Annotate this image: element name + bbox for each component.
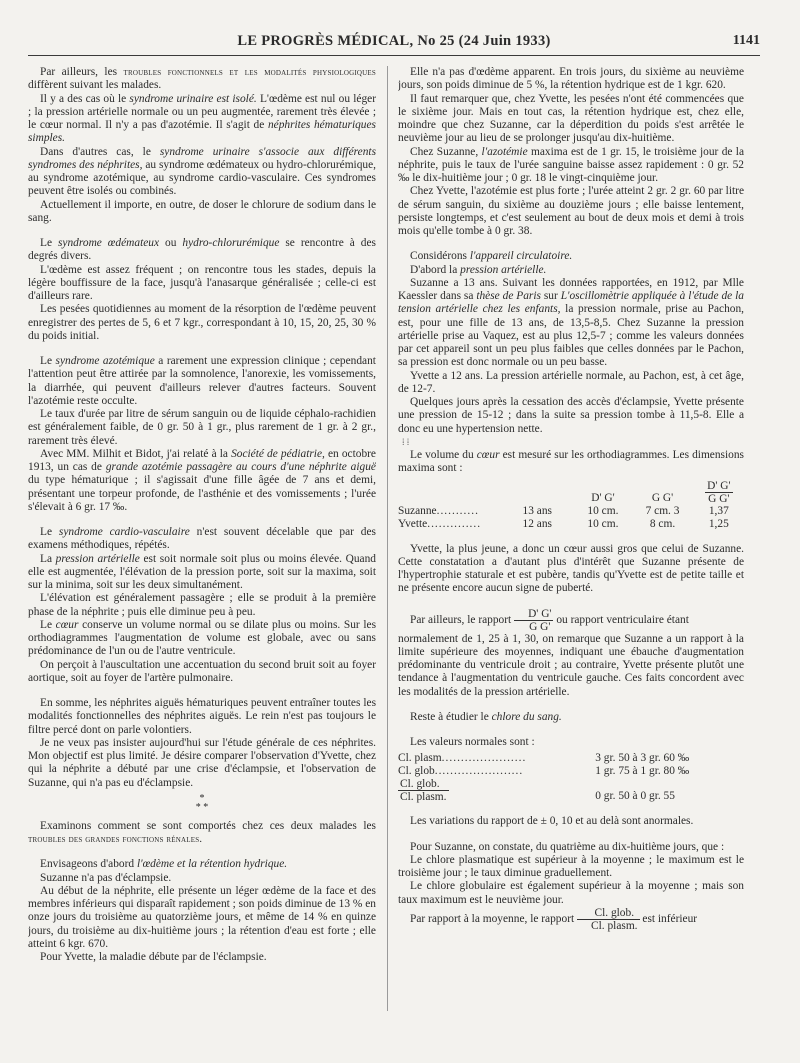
paragraph: Yvette, la plus jeune, a donc un cœur aussi gros que celui de Suzanne. Cette constatation a d'autant plus d'intérêt que Suzanne présente de l'hypertrophie staturale et est pubère, tandis qu'Yvette est de petite taille et ne présente encore aucun signe de puberté.	[398, 542, 744, 595]
paragraph: L'œdème est assez fréquent ; on rencontre tous les stades, depuis la légère bouffissure de la face, jusqu'à l'anasarque généralisée ; celle-ci est d'ailleurs rare.	[28, 263, 376, 302]
left-column	[28, 66, 376, 1051]
paragraph: Envisageons d'abord l'œdème et la rétention hydrique.	[40, 858, 288, 871]
ventricular-ratio-fraction: $\frac{D' G'}{\text{G G'}}$	[514, 608, 553, 633]
paragraph: Pour Yvette, la maladie débute par de l'éclampsie.	[40, 951, 267, 963]
heart-dimensions-table	[398, 480, 744, 531]
table-row: Cl. plasm...................... 3 gr. 50 à 3 gr. 60 ‰	[398, 752, 690, 765]
section-separator: * * *	[195, 792, 209, 813]
paragraph: Les pesées quotidiennes au moment de la résorption de l'œdème peuvent enregistrer des pertes de 5, 6 et 7 kgr., correspondant à 10, 15, 20, 25, 30 % du poids initial.	[28, 303, 376, 342]
paragraph: Le syndrome cardio-vasculaire n'est souvent décelable que par des examens méthodiques, répétés.	[28, 526, 376, 552]
paragraph: Je ne veux pas insister aujourd'hui sur l'étude générale de ces néphrites. Mon objectif est plus limité. Je désire comparer l'observation d'Yvette, chez qui la néphrite a débuté par une crise d'éclampsie, et l'observation de Suzanne, qui n'a pas eu d'éclampsie.	[28, 736, 376, 789]
paragraph: Actuellement il importe, en outre, de doser le chlorure de sodium dans le sang.	[28, 198, 376, 224]
chlore-values-table	[398, 752, 744, 803]
paragraph: Les valeurs normales sont :	[410, 736, 535, 748]
column-header: G G'	[651, 491, 674, 504]
paragraph: On perçoit à l'auscultation une accentuation du second bruit soit au foyer aortique, soit au foyer de l'artère pulmonaire.	[28, 658, 376, 684]
paragraph: Par rapport à la moyenne, le rapport $\frac{\text{Cl. glob.}}{\text{Cl. plasm.}}$ est inférieur	[410, 906, 698, 932]
paragraph: Avec MM. Milhit et Bidot, j'ai relaté à la Société de pédiatrie, en octobre 1913, un cas de grande azotémie passagère au cours d'une néphrite aiguë du type hématurique ; il s'agissait d'une fille âgée de 7 ans et demi, présentant une torpeur profonde, de l'asthénie et des vomissements ; l'urée s'élevait à 6 gr. 17 ‰.	[28, 447, 376, 513]
paragraph: Chez Yvette, l'azotémie est plus forte ; l'urée atteint 2 gr. 2 gr. 60 par litre de sérum sanguin, du sixième au douzième jours ; elle baisse lentement, persiste longtemps, et c'est seulement au bout de deux mois et demi à trois mois qu'elle tombe à 0 gr. 38.	[398, 185, 744, 237]
page-number: 1141	[732, 33, 760, 48]
column-header: $\frac{D' G'}{\text{G G'}}$	[707, 479, 731, 505]
table-row: Yvette.............. 12 ans 10 cm. 8 cm. 1,25	[398, 517, 729, 530]
paragraph: La pression artérielle est soit normale soit plus ou moins élevée. Quand elle est augmentée, l'élévation de la pression porte, soit sur la maxima, soit sur la minima, soit sur les deux simultanément.	[28, 552, 376, 591]
paragraph: Par ailleurs, les troubles fonctionnels et les modalités physiologiques diffèrent suivant les malades.	[28, 66, 376, 92]
paragraph: Elle n'a pas d'œdème apparent. En trois jours, du sixième au neuvième jours, son poids diminue de 5 %, la rétention hydrique est de 1 kgr. 620.	[398, 66, 744, 92]
paragraph: D'abord la pression artérielle.	[410, 263, 547, 276]
right-column	[398, 66, 744, 1051]
table-row: Cl. glob....................... 1 gr. 75 à 1 gr. 80 ‰	[398, 765, 690, 778]
journal-title: LE PROGRÈS MÉDICAL, No 25 (24 Juin 1933)	[237, 33, 551, 49]
column-header: D' G'	[591, 491, 615, 504]
paragraph: Le syndrome azotémique a rarement une expression clinique ; cependant l'attention peut être attirée par la somnolence, l'anorexie, les vomissements, la diarrhée, qui peuvent d'ailleurs relever d'autres facteurs. Souvent l'azotémie reste occulte.	[28, 355, 376, 407]
column-divider	[387, 66, 388, 1011]
paragraph: Suzanne a 13 ans. Suivant les données rapportées, en 1912, par Mlle Kaessler dans sa thèse de Paris sur L'oscillomètrie appliquée à l'étude de la tension artérielle chez les enfants, la pression normale, prise au Pachon, est, pour une fille de 13 ans, de 13,5-8,5. Chez Suzanne la pression artérielle prise au Vaquez, est au plus 12,5-7 ; comme les valeurs données par cet appareil sont un peu plus faibles que celles données par le Pachon, sa pression est donc normale ou un peu basse.	[398, 276, 744, 369]
paragraph: L'élévation est généralement passagère ; elle se produit à la première phase de la néphrite ; puis elle diminue peu à peu.	[28, 592, 376, 618]
paragraph: normalement de 1, 25 à 1, 30, on remarque que Suzanne a un rapport à la limite supérieure des moyennes, indiquant une ébauche d'augmentation prédominante du ventricule droit ; au contraire, Yvette présente plutôt une tendance à l'augmentation du ventricule gauche. Ces faits concordent avec les modalités de la pression artérielle.	[398, 632, 744, 698]
paragraph: Le taux d'urée par litre de sérum sanguin ou de liquide céphalo-rachidien est généralement faible, de 0 gr. 50 à 1 gr., plus rarement de 1 gr. à 2 gr., rarement très élevé.	[28, 408, 376, 447]
paragraph: Les variations du rapport de ± 0, 10 et au delà sont anormales.	[410, 815, 694, 828]
paragraph: Considérons l'appareil circulatoire.	[410, 250, 573, 263]
paragraph: Dans d'autres cas, le syndrome urinaire s'associe aux différents syndromes des néphrites, au syndrome œdémateux ou hydro-chlorurémique, au syndrome azotémique, au syndrome cardio-vasculaire. Ces syndromes peuvent être isolés ou combinés.	[28, 145, 376, 198]
paragraph: Chez Suzanne, l'azotémie maxima est de 1 gr. 15, le troisième jour de la néphrite, puis le taux de l'urée sanguine baisse assez rapidement : 0 gr. 52 ‰ le dix-huitième jour ; 0 gr. 18 le vingt-cinquième jour.	[398, 145, 744, 184]
table-header-row	[398, 480, 744, 505]
paragraph: Le cœur conserve un volume normal ou se dilate plus ou moins. Sur les orthodiagrammes l'augmentation de volume est globale, avec ou sans prédominance de l'un ou de l'autre ventricule.	[28, 618, 376, 658]
chlore-ratio-fraction: $\frac{\text{Cl. glob.}}{\text{Cl. plasm.}}$	[577, 907, 640, 932]
paragraph: Suzanne n'a pas d'éclampsie.	[40, 871, 172, 884]
paragraph: Le volume du cœur est mesuré sur les orthodiagrammes. Les dimensions maxima sont :	[398, 449, 744, 475]
paragraph: Il y a des cas où le syndrome urinaire est isolé. L'œdème est nul ou léger ; la pression artérielle normale ou un peu augmentée, rarement très élevée ; le cœur normal. Il n'y a pas d'azotémie. Il s'agit de néphrites hématuriques simples.	[28, 92, 376, 145]
paragraph: Yvette a 12 ans. La pression artérielle normale, au Pachon, est, à cet âge, de 12-7.	[398, 369, 744, 395]
paragraph: Il faut remarquer que, chez Yvette, les pesées n'ont été commencées que le sixième jour. Mais en tout cas, la rétention hydrique est, chez elle, moindre que chez Suzanne, car la déperdition du poids s'est arrêtée le neuvième jour au lieu de se prolonger jusqu'au dix-huitième.	[398, 92, 744, 145]
paragraph: Examinons comment se sont comportés chez ces deux malades les troubles des grandes fonctions rénales.	[28, 819, 376, 845]
paragraph: En somme, les néphrites aiguës hématuriques peuvent entraîner toutes les modalités fonctionnelles des néphrites aiguës. Le rein n'est pas toujours le filtre percé dont on parle volontiers.	[28, 697, 376, 736]
paragraph: Le chlore plasmatique est supérieur à la moyenne ; le maximum est le troisième jour ; le taux diminue graduellement.	[398, 853, 744, 879]
table-row: Suzanne........... 13 ans 10 cm. 7 cm. 3 1,37	[398, 504, 729, 517]
paragraph: Au début de la néphrite, elle présente un léger œdème de la face et des membres inférieurs qui disparaît rapidement ; son poids diminue de 13 % en onze jours du troisième au quatorzième jours, et même de 14 % en quinze jours, du troisième au dix-huitième jours ; la rétention d'eau est forte ; elle atteint 6 kgr. 670.	[28, 884, 376, 950]
paragraph: Le syndrome œdémateux ou hydro-chlorurémique se rencontre à des degrés divers.	[28, 237, 376, 263]
page-header	[28, 33, 760, 56]
paragraph: Le chlore globulaire est également supérieur à la moyenne ; mais son taux maximum est le neuvième jour.	[398, 880, 744, 906]
table-row: $\frac{\text{Cl. glob.}}{\text{Cl. plasm.}}$ 0 gr. 50 à 0 gr. 55	[400, 778, 675, 804]
paragraph: Reste à étudier le chlore du sang.	[410, 710, 562, 723]
paragraph: Pour Suzanne, on constate, du quatrième au dix-huitième jours, que :	[410, 840, 725, 853]
paragraph: Quelques jours après la cessation des accès d'éclampsie, Yvette présente une pression de 15-12 ; dans la suite sa pression tombe à 11,5-8. Elle a donc eu une hypertension nette.	[398, 396, 744, 435]
paragraph: Par ailleurs, le rapport $\frac{D' G'}{\text{G G'}}$ ou rapport ventriculaire étant	[410, 607, 689, 633]
margin-mark: ⁞ ⁞	[402, 436, 410, 447]
